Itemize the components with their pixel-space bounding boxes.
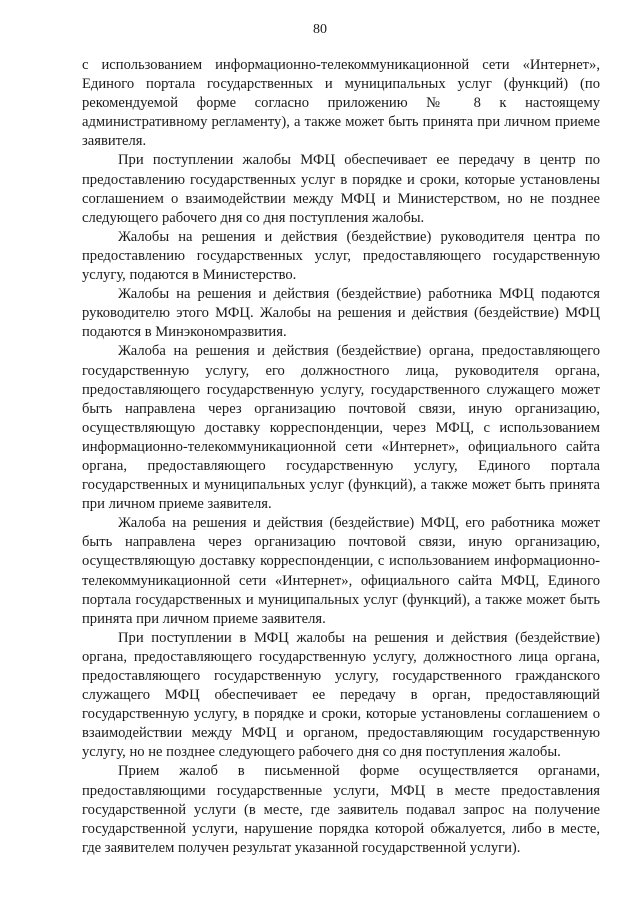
document-body: [82, 56, 600, 858]
paragraph-8: Прием жалоб в письменной форме осуществляется органами, предоставляющими государственные услуги, МФЦ в месте предоставления государственной услуги (в месте, где заявитель подавал запрос на получение государственной услуги, нарушение порядка которой обжалуется, либо в месте, где заявителем получен результат указанной государственной услуги).: [82, 763, 600, 856]
paragraph-7: При поступлении в МФЦ жалобы на решения и действия (бездействие) органа, предоставляющего государственную услугу, должностного лица органа, предоставляющего государственную услугу, государственного гражданского служащего МФЦ обеспечивает ее передачу в орган, предоставляющий государственную услугу, в порядке и сроки, которые установлены соглашением о взаимодействии между МФЦ и органом, предоставляющим государственную услугу, но не позднее следующего рабочего дня со дня поступления жалобы.: [82, 629, 600, 761]
paragraph-4: Жалобы на решения и действия (бездействие) работника МФЦ подаются руководителю этого МФЦ. Жалобы на решения и действия (бездействие) МФЦ подаются в Минэкономразвития.: [82, 286, 600, 341]
page-number: 80: [313, 22, 327, 37]
paragraph-5: Жалоба на решения и действия (бездействие) органа, предоставляющего государственную услугу, его должностного лица, руководителя органа, предоставляющего государственную услугу, государственного служащего может быть направлена через организацию почтовой связи, иную организацию, осуществляющую доставку корреспонденции, через МФЦ, с использованием информационно-телекоммуникационной сети «Интернет», официального сайта органа, предоставляющего государственную услугу, Единого портала государственных и муниципальных услуг (функций), а также может быть принята при личном приеме заявителя.: [82, 343, 600, 513]
paragraph-1: с использованием информационно-телекоммуникационной сети «Интернет», Единого портала государственных и муниципальных услуг (функций) (по рекомендуемой форме согласно приложению № 8 к настоящему административному регламенту), а также может быть принята при личном приеме заявителя.: [82, 57, 600, 150]
paragraph-6: Жалоба на решения и действия (бездействие) МФЦ, его работника может быть направлена через организацию почтовой связи, иную организацию, осуществляющую доставку корреспонденции, с использованием информационно-телекоммуникационной сети «Интернет», официального сайта МФЦ, Единого портала государственных и муниципальных услуг (функций), а также может быть принята при личном приеме заявителя.: [82, 515, 600, 627]
paragraph-2: При поступлении жалобы МФЦ обеспечивает ее передачу в центр по предоставлению государственных услуг в порядке и сроки, которые установлены соглашением о взаимодействии между МФЦ и Министерством, но не позднее следующего рабочего дня со дня поступления жалобы.: [82, 152, 600, 226]
paragraph-3: Жалобы на решения и действия (бездействие) руководителя центра по предоставлению государственных услуг, предоставляющего государственную услугу, подаются в Министерство.: [82, 228, 600, 284]
